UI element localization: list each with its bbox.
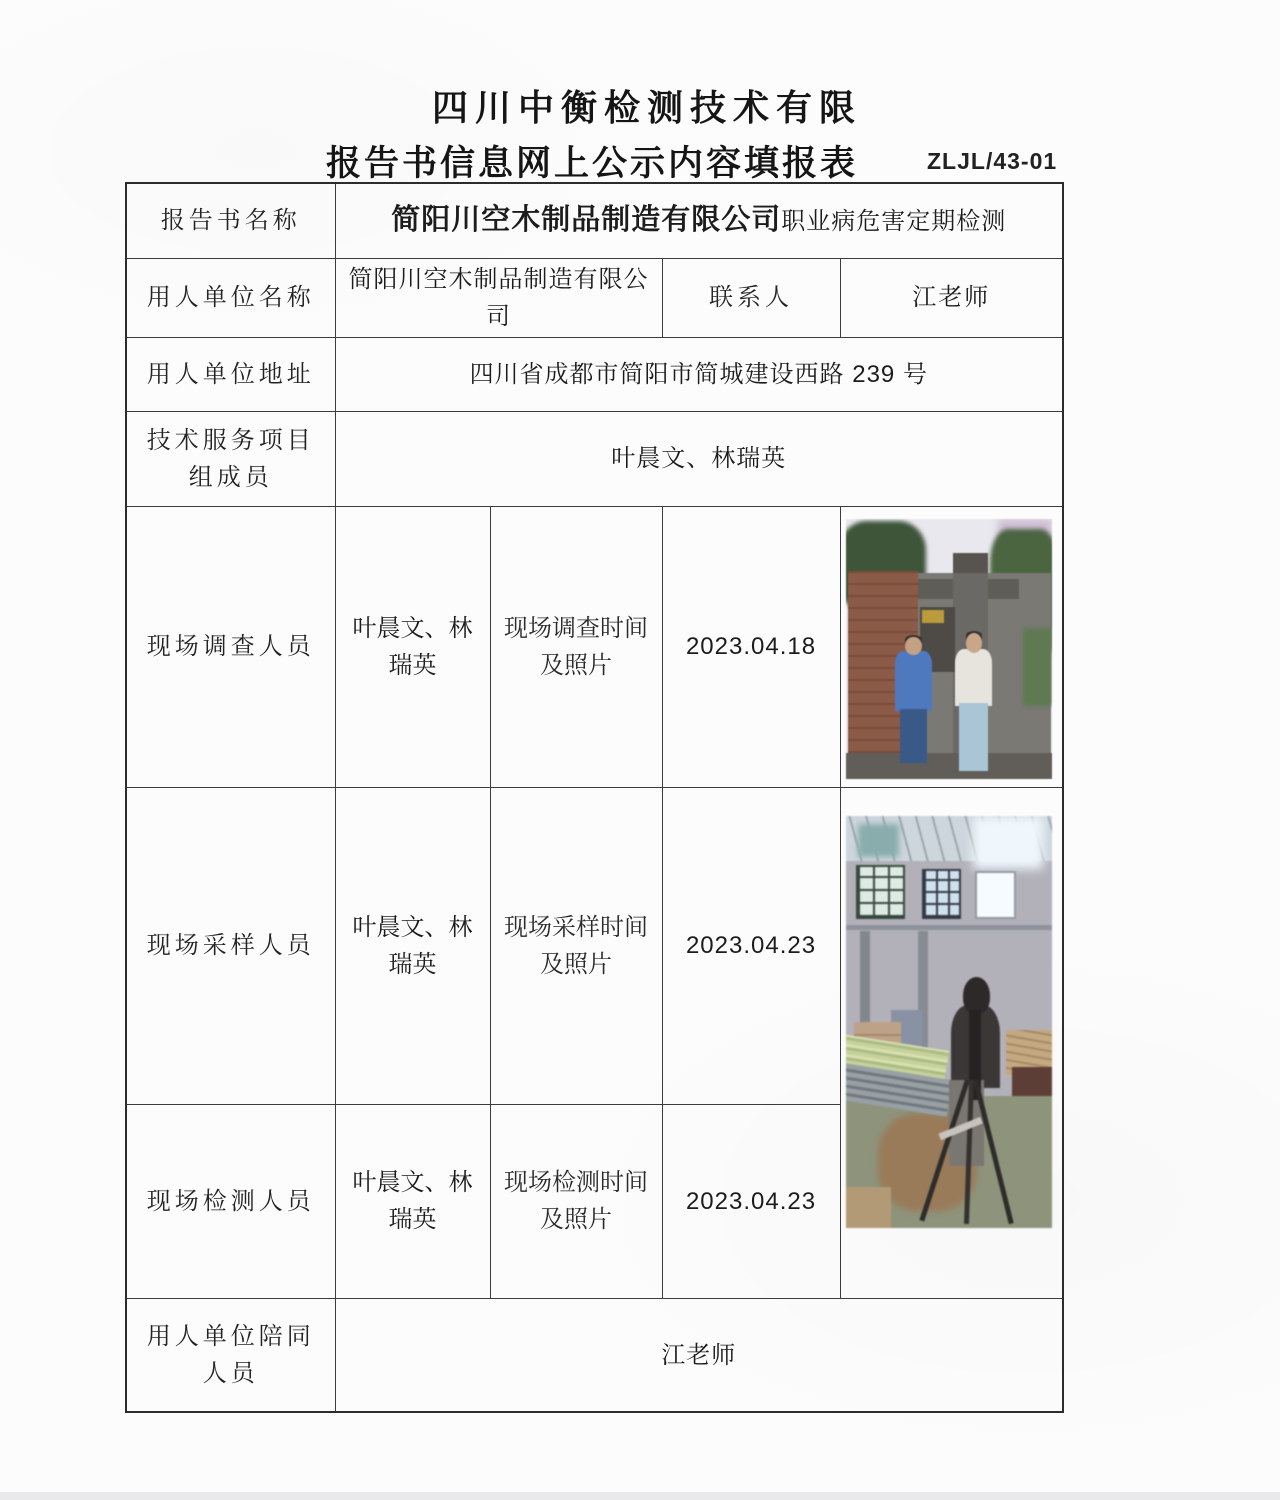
- survey-label: 现场调查人员: [126, 506, 335, 787]
- photo1-sign: [922, 610, 945, 623]
- employer-name-value: 简阳川空木制品制造有限公司: [335, 258, 662, 337]
- sampling-date: 2023.04.23: [662, 787, 840, 1104]
- survey-photo-label: 现场调查时间及照片: [490, 506, 662, 787]
- photo1-person1-shirt: [895, 651, 932, 711]
- escort-label: 用人单位陪同人员: [126, 1298, 335, 1412]
- detection-label: 现场检测人员: [126, 1104, 335, 1298]
- row-team: [126, 411, 1063, 506]
- photo2-window-middle: [922, 869, 961, 918]
- team-value: 叶晨文、林瑞英: [335, 411, 1063, 506]
- photo1-shrub-right: [1023, 628, 1052, 706]
- row-sampling: [126, 787, 1063, 1104]
- employer-address-label: 用人单位地址: [126, 337, 335, 411]
- report-name-value: [335, 183, 1063, 258]
- survey-photo-cell: [840, 506, 1063, 787]
- contact-value: 江老师: [840, 258, 1063, 337]
- photo2-skylight-teal: [858, 824, 899, 857]
- escort-value: 江老师: [335, 1298, 1063, 1412]
- row-escort: [126, 1298, 1063, 1412]
- scan-edge-strip: [0, 1492, 1280, 1500]
- photo2-wall-ledge: [846, 925, 1052, 930]
- report-info-table: [125, 182, 1064, 1413]
- survey-staff: 叶晨文、林瑞英: [335, 506, 490, 787]
- photo2-window-bright: [975, 871, 1016, 918]
- report-name-suffix: 职业病危害定期检测: [781, 208, 1007, 236]
- photo1-person2-shirt: [955, 649, 992, 706]
- employer-name-label: 用人单位名称: [126, 258, 335, 337]
- row-survey: [126, 506, 1063, 787]
- photo1-ground: [846, 753, 1052, 779]
- photo2-window-left: [856, 865, 905, 919]
- sampling-staff: 叶晨文、林瑞英: [335, 787, 490, 1104]
- row-employer-address: [126, 337, 1063, 411]
- field-photo-cell: [840, 787, 1063, 1298]
- report-name-label: 报告书名称: [126, 183, 335, 258]
- detection-staff: 叶晨文、林瑞英: [335, 1104, 490, 1298]
- detection-date: 2023.04.23: [662, 1104, 840, 1298]
- report-name-company: 简阳川空木制品制造有限公司: [391, 204, 782, 237]
- site-survey-photo: [846, 519, 1052, 779]
- photo2-person-head: [963, 977, 990, 1014]
- photo2-cardboard: [846, 1187, 891, 1228]
- team-label: 技术服务项目组成员: [126, 411, 335, 506]
- photo2-skylight: [973, 816, 1043, 870]
- sampling-photo-label: 现场采样时间及照片: [490, 787, 662, 1104]
- photo1-person1-jeans: [900, 709, 927, 764]
- row-employer-name: [126, 258, 1063, 337]
- form-code: ZLJL/43-01: [927, 148, 1058, 174]
- sampling-label: 现场采样人员: [126, 787, 335, 1104]
- document-title-line2: 报告书信息网上公示内容填报表: [326, 144, 859, 183]
- document-title-line1: 四川中衡检测技术有限: [431, 87, 862, 128]
- employer-address-value: 四川省成都市简阳市简城建设西路 239 号: [335, 337, 1063, 411]
- row-report-name: [126, 183, 1063, 258]
- workshop-interior-photo: [846, 816, 1052, 1228]
- survey-date: 2023.04.18: [662, 506, 840, 787]
- photo1-person2-pants: [959, 703, 988, 771]
- contact-label: 联系人: [662, 258, 840, 337]
- photo1-person1-face: [905, 637, 921, 655]
- detection-photo-label: 现场检测时间及照片: [490, 1104, 662, 1298]
